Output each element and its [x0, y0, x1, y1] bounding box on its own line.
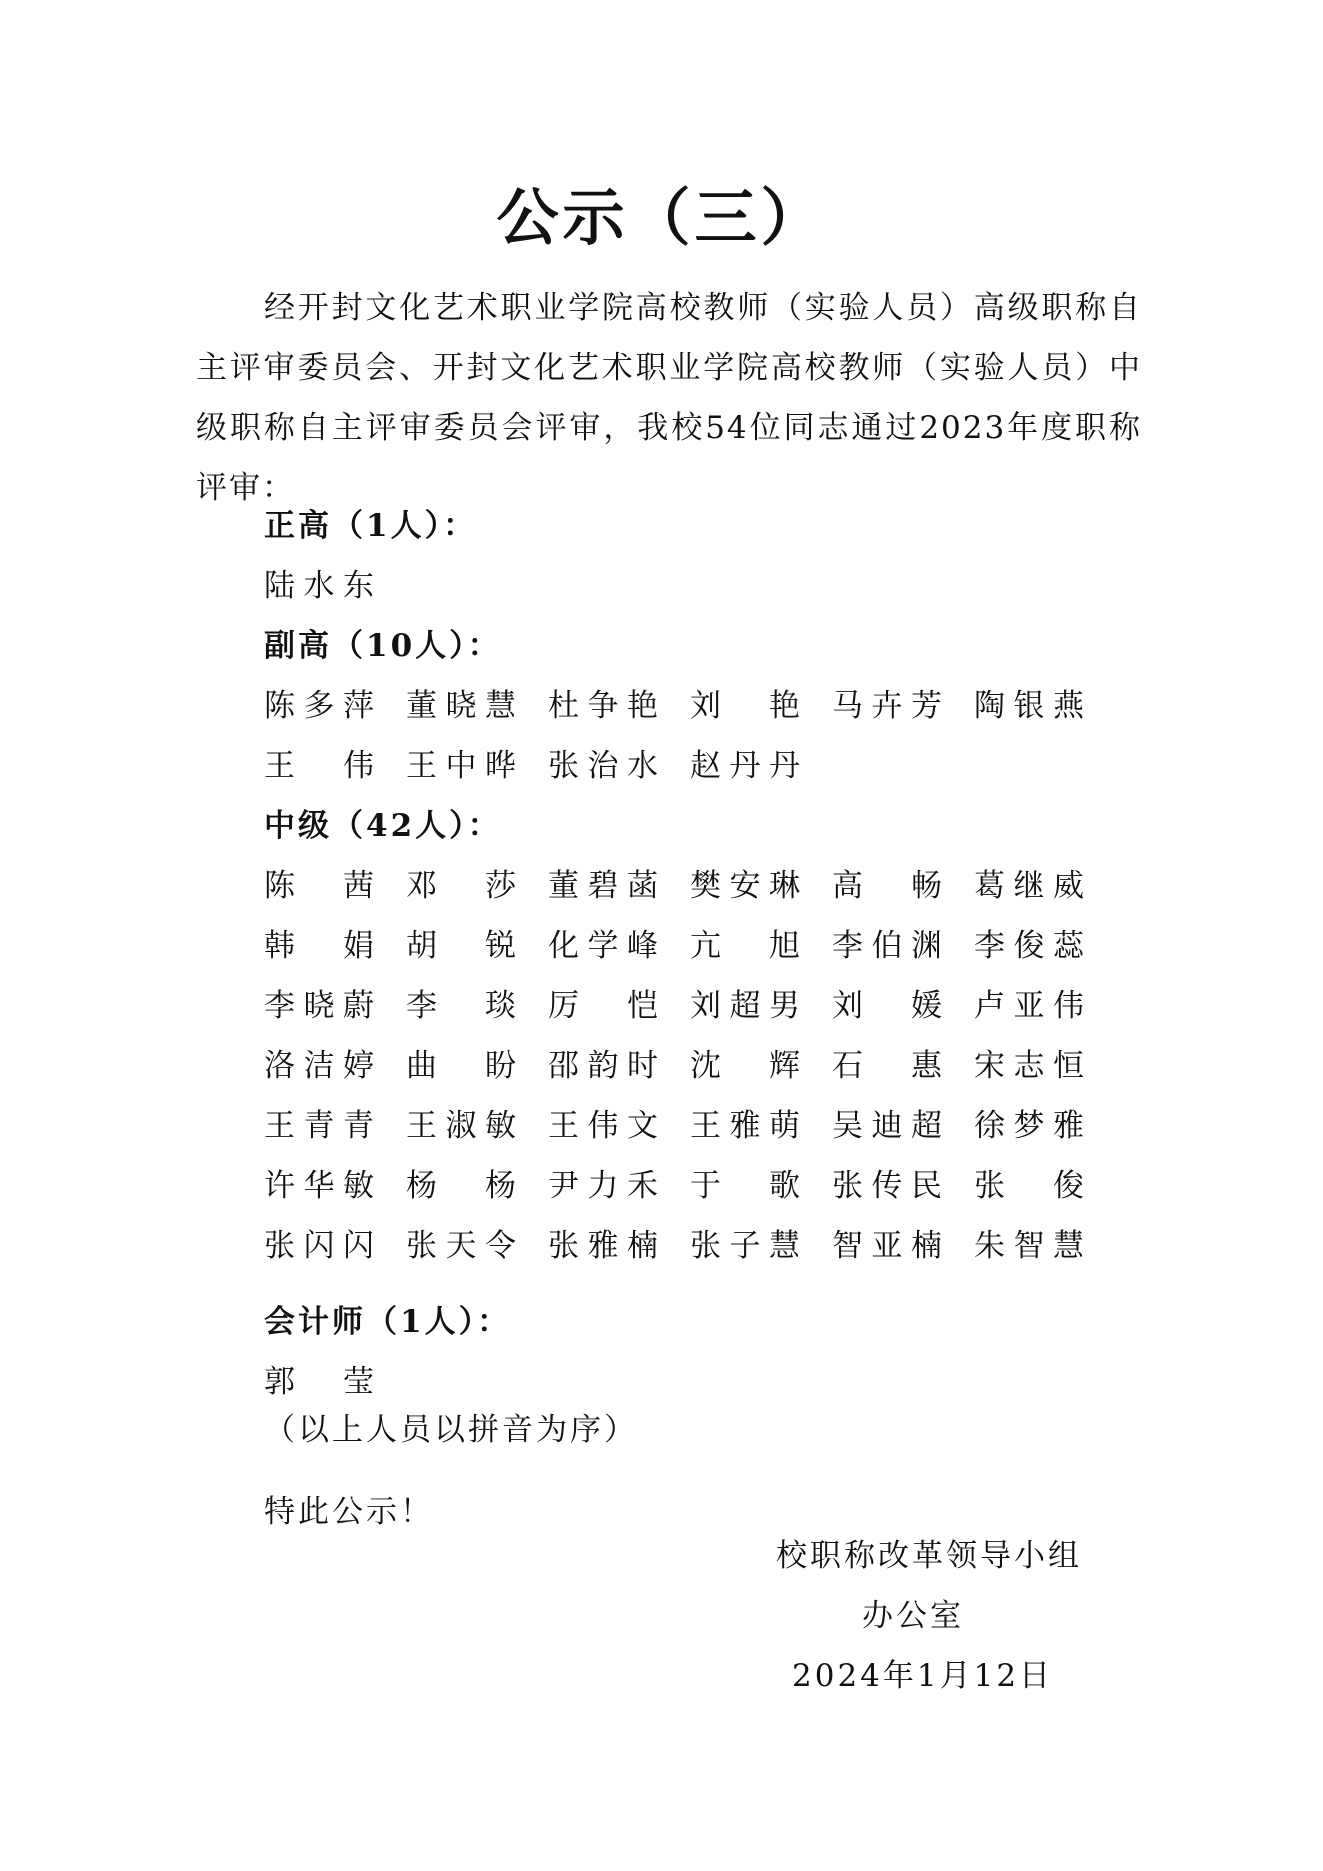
person-name: 洛 洁 婷 — [264, 1048, 374, 1084]
person-name: 陈 茜 — [264, 868, 374, 904]
person-name: 王 雅 萌 — [690, 1108, 800, 1144]
section-heading-kuaiji: 会计师（1人）： — [264, 1304, 512, 1340]
person-name: 石 惠 — [832, 1048, 942, 1084]
person-name: 卢 亚 伟 — [974, 988, 1084, 1024]
person-name: 李 伯 渊 — [832, 928, 942, 964]
person-name: 杨 杨 — [406, 1168, 516, 1204]
person-name: 尹 力 禾 — [548, 1168, 658, 1204]
person-name: 王 伟 文 — [548, 1108, 658, 1144]
section-heading-zhenggao: 正高（1人）： — [264, 508, 478, 544]
person-name: 高 畅 — [832, 868, 942, 904]
person-name: 李 俊 蕊 — [974, 928, 1084, 964]
person-name: 刘 超 男 — [690, 988, 800, 1024]
person-name: 马 卉 芳 — [832, 688, 942, 724]
person-name: 陶 银 燕 — [974, 688, 1084, 724]
person-name: 樊 安 琳 — [690, 868, 800, 904]
person-name: 曲 盼 — [406, 1048, 516, 1084]
page-title: 公示（三） — [496, 181, 827, 254]
closing-text: 特此公示！ — [264, 1494, 434, 1530]
order-note: （以上人员以拼音为序） — [264, 1412, 638, 1448]
person-name: 刘 艳 — [690, 688, 800, 724]
person-name: 赵 丹 丹 — [690, 748, 800, 784]
section-heading-zhongji: 中级（42人）： — [264, 808, 502, 844]
person-name: 张 俊 — [974, 1168, 1084, 1204]
person-name: 沈 辉 — [690, 1048, 800, 1084]
person-name: 张 治 水 — [548, 748, 658, 784]
person-name: 王 淑 敏 — [406, 1108, 516, 1144]
person-name: 董 晓 慧 — [406, 688, 516, 724]
person-name: 徐 梦 雅 — [974, 1108, 1084, 1144]
section-heading-fugao: 副高（10人）： — [264, 628, 502, 664]
person-name: 许 华 敏 — [264, 1168, 374, 1204]
person-name: 智 亚 楠 — [832, 1228, 942, 1264]
person-name: 刘 媛 — [832, 988, 942, 1024]
person-name: 朱 智 慧 — [974, 1228, 1084, 1264]
person-name: 张 传 民 — [832, 1168, 942, 1204]
person-name: 张 天 令 — [406, 1228, 516, 1264]
person-name: 郭 莹 — [264, 1364, 374, 1400]
person-name: 陆 水 东 — [264, 568, 374, 604]
signature-date: 2024年1月12日 — [792, 1658, 1054, 1694]
person-name: 化 学 峰 — [548, 928, 658, 964]
person-name: 邵 韵 时 — [548, 1048, 658, 1084]
intro-paragraph: 经开封文化艺术职业学院高校教师（实验人员）高级职称自主评审委员会、开封文化艺术职业学院高校教师（实验人员）中级职称自主评审委员会评审，我校54位同志通过2023年度职称评审： — [196, 290, 1142, 506]
signature-org: 校职称改革领导小组 — [776, 1538, 1082, 1574]
person-name: 杜 争 艳 — [548, 688, 658, 724]
person-name: 于 歌 — [690, 1168, 800, 1204]
person-name: 邓 莎 — [406, 868, 516, 904]
person-name: 张 子 慧 — [690, 1228, 800, 1264]
signature-office: 办公室 — [862, 1598, 964, 1634]
person-name: 张 雅 楠 — [548, 1228, 658, 1264]
person-name: 吴 迪 超 — [832, 1108, 942, 1144]
person-name: 李 琰 — [406, 988, 516, 1024]
person-name: 葛 继 威 — [974, 868, 1084, 904]
person-name: 陈 多 萍 — [264, 688, 374, 724]
person-name: 董 碧 菡 — [548, 868, 658, 904]
person-name: 宋 志 恒 — [974, 1048, 1084, 1084]
person-name: 厉 恺 — [548, 988, 658, 1024]
person-name: 胡 锐 — [406, 928, 516, 964]
person-name: 李 晓 蔚 — [264, 988, 374, 1024]
person-name: 张 闪 闪 — [264, 1228, 374, 1264]
person-name: 王 中 晔 — [406, 748, 516, 784]
person-name: 王 青 青 — [264, 1108, 374, 1144]
person-name: 韩 娟 — [264, 928, 374, 964]
person-name: 亢 旭 — [690, 928, 800, 964]
person-name: 王 伟 — [264, 748, 374, 784]
